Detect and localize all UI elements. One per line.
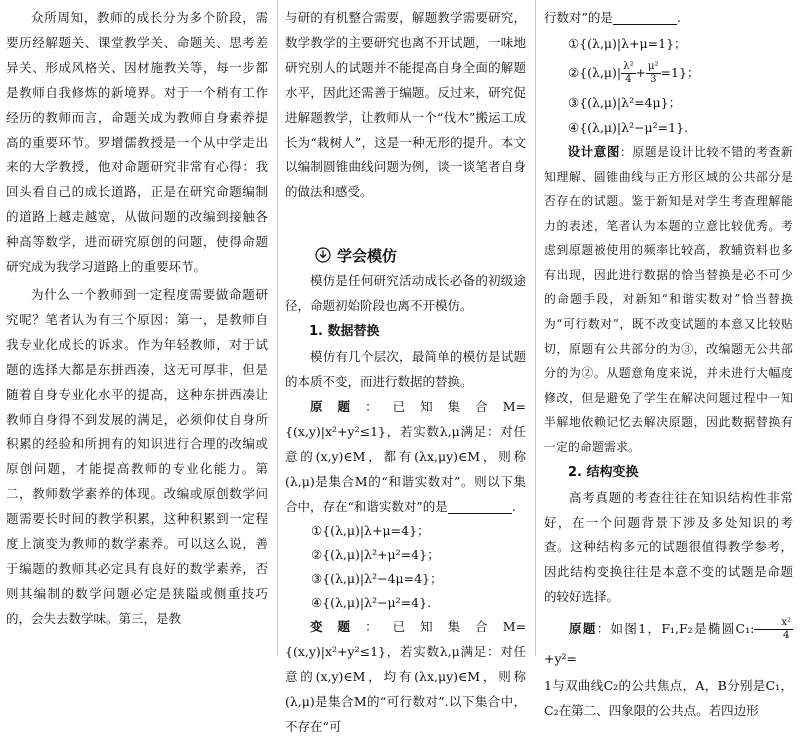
answer-blank [448, 499, 512, 514]
variant-text: ：已知集合M={(x,y)|x²+y²≤1}，若实数λ,μ满足：对任意的(x,y)∈M，均有(λx,μy)∈M，则称(λ,μ)是集合M的“可行数对”.以下集合中，不存在“可 [285, 619, 526, 735]
design-label: 设计意图 [567, 143, 620, 159]
fraction-numerator: λ² [623, 60, 634, 72]
fraction-numerator: x² [754, 617, 793, 630]
original-text: ：如图1，F₁,F₂是椭圆C₁: [596, 621, 755, 637]
original-text: ：已知集合M={(x,y)|x²+y²≤1}，若实数λ,μ满足：对任意的(x,y)∈M，都有(λx,μy)∈M，则称(λ,μ)是集合M的“和谐实数对”。则以下集合中，存在“和谐实数对”的是 [285, 398, 526, 514]
section-title: 学会模仿 [337, 246, 398, 265]
reasons-paragraph: 为什么一个教师到一定程度需要做命题研究呢？笔者认为有三个原因：第一，是教师自我专业化成长的诉求。作为年轻教师，对于试题的选择大都是东拼西凑，这无可厚非，但是随着自身专业化水平的提高，这种东拼西凑让教师自身得不到发展的满足，必须仰仗自身所积累的经验和所拥有的知识进行合理的改编或原创问题，才能提高教师的专业化能力。第二，教师数学素养的体现。改编或原创数学问题需要长时间的教学积累，这种积累到一定程度上演变为教师的数学素养。可以这么说，善于编题的教师其必定具有良好的数学素养，否则其编制的数学问题必定是狭隘或侧重技巧的，会失去数学味。第三，是教 [6, 286, 268, 626]
column-divider [535, 0, 536, 656]
design-intent [544, 140, 793, 460]
subsection-heading: 1. 数据替换 [309, 324, 380, 340]
variant-continuation: 行数对”的是 . [544, 10, 681, 25]
original-problem-2-cont: 1与双曲线C₂的公共焦点，A，B分别是C₁，C₂在第二、四象限的公共点。若四边形 [544, 678, 793, 719]
design-text: ：原题是设计比较不错的考查新知理解、圆锥曲线与正方形区域的公共部分是否存在的试题。鉴于新知是对学生考查理解能力的表述，笔者认为本题的立意比较优秀。考虑到原题被使用的频率比较高，教辅资料也多有出现，因此进行数据的恰当替换是必不可少的命题手段，对新知“和谐实数对”恰当替换为“可行数对”，既不改变试题的本意又比较贴切，原题有公共部分的为③，改编题无公共部分的为②。从题意角度来说，并未进行大幅度修改，但是避免了学生在解决问题过程中一知半解地依赖记忆去解决原题，因此数据替换有一定的命题需求。 [544, 144, 793, 455]
variant-tail: 行数对”的是 [544, 10, 613, 25]
fraction-denominator: 3 [650, 73, 657, 85]
variant-label: 变题 [310, 619, 366, 635]
option-item: ④{(λ,μ)|λ²−μ²=4}. [311, 595, 432, 611]
original-label: 原题 [310, 398, 366, 414]
fraction-denominator: 4 [625, 73, 632, 85]
original-problem: 原题：已知集合M={(x,y)|x²+y²≤1}，若实数λ,μ满足：对任意的(x,y)∈M，都有(λx,μy)∈M，则称(λ,μ)是集合M的“和谐实数对”。则以下集合中，存在“和谐实数对”的是 . [285, 398, 526, 514]
download-circle-icon [315, 247, 331, 263]
column-1 [6, 0, 268, 632]
variant-options [544, 31, 793, 140]
column-3 [544, 0, 793, 724]
option-item: ②{(λ,μ)| $\frac{\text{λ²}}{4}$ + $\frac{\text{μ²}}{3}$ =1}； [568, 60, 700, 85]
column-divider [277, 0, 278, 656]
answer-blank [613, 10, 677, 25]
original-label: 原题 [569, 621, 597, 637]
replace-paragraph: 模仿有几个层次，最简单的模仿是试题的本质不变，而进行数据的替换。 [285, 349, 526, 389]
fraction [754, 617, 793, 642]
option-item: ③{(λ,μ)|λ²−4μ=4}； [311, 571, 443, 587]
fraction [646, 61, 661, 86]
fraction [621, 61, 635, 86]
option-item: ③{(λ,μ)|λ²=4μ}； [568, 94, 682, 110]
option-item: ①{(λ,μ)|λ+μ=4}； [311, 523, 430, 539]
option-item: ②{(λ,μ)|λ²+μ²=4}； [311, 547, 440, 563]
variant-problem [285, 615, 526, 740]
column-2 [285, 0, 526, 740]
original-problem-2 [544, 614, 793, 674]
section-heading [315, 241, 526, 269]
structure-paragraph: 高考真题的考查往往在知识结构性非常好，在一个问题背景下涉及多处知识的考查。这种结构多元的试题很值得教学参考，因此结构变换往往是本意不变的试题是命题的较好选择。 [544, 489, 793, 605]
original-options [285, 519, 526, 615]
fraction-numerator: μ² [648, 60, 659, 72]
option-prefix: ②{(λ,μ)| [568, 64, 622, 80]
option-item: ④{(λ,μ)|λ²−μ²=1}. [568, 119, 689, 135]
fraction-denominator: 4 [782, 630, 790, 642]
option-suffix: =1}； [660, 64, 700, 80]
option-item: ①{(λ,μ)|λ+μ=1}； [568, 35, 687, 51]
subsection-heading: 2. 结构变换 [568, 464, 639, 480]
intro-paragraph: 众所周知，教师的成长分为多个阶段，需要历经解题关、课堂教学关、命题关、思考差异关、形成风格关、因材施教关等，每一步都是教师自我修炼的新境界。对于一个稍有工作经历的教师而言，命题关成为教师自身素养提高的重要环节。罗增儒教授是一个从中学走出来的大学教授，他对命题研究非常有心得：我回头看自己的成长道路，正是在研究命题编制的道路上越走越宽，从做问题的改编到接触各种高等数学，进而研究原创的问题，使得命题研究成为我学习道路上的重要环节。 [6, 10, 268, 275]
imitation-paragraph: 模仿是任何研究活动成长必备的初级途径，命题初始阶段也离不开模仿。 [285, 273, 526, 314]
continuation-paragraph: 与研的有机整合需要，解题教学需要研究，数学教学的主要研究也离不开试题，一味地研究别人的试题并不能提高自身全面的解题水平，因此还需善于编题。反过来，研究促进解题教学，让教师从一个“伐木”搬运工成长为“栽树人”，这是一种无形的提升。本文以编制圆锥曲线问题为例，谈一谈笔者自身的做法和感受。 [285, 10, 526, 200]
original-text: +y²= [544, 651, 578, 667]
